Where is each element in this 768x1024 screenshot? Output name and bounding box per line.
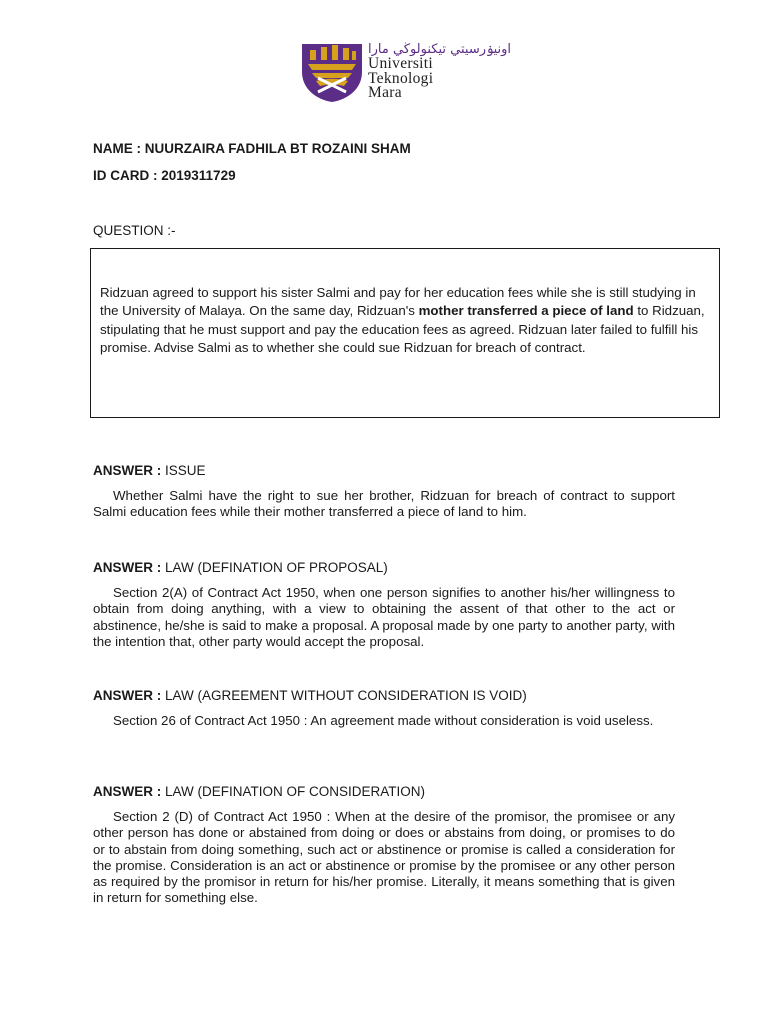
question-text-part2: to Ridzuan, stipulating that he must support and pay the education fees as agreed. Ridzuan later failed to fulfill his promise. Advise Salmi as to whether she could sue Ridzuan for breach of contract. [100, 303, 705, 355]
answer-heading [93, 688, 675, 703]
uitm-crest-icon [300, 42, 364, 104]
question-text-bold: mother transferred a piece of land [418, 303, 634, 319]
student-id: ID CARD : 2019311729 [93, 168, 236, 183]
answer-label: ANSWER : [93, 784, 162, 799]
answer-heading [93, 463, 675, 478]
answer-law-void-agreement [93, 688, 675, 729]
uitm-logo [300, 42, 512, 102]
answer-body: Section 26 of Contract Act 1950 : An agreement made without consideration is void useless. [113, 713, 654, 728]
question-box [90, 248, 720, 418]
question-text-part1: Ridzuan agreed to support his sister Salmi and pay for her education fees while she is still studying in the University of Malaya. On the same day, Ridzuan's [100, 285, 696, 319]
answer-heading [93, 560, 675, 575]
answer-label: ANSWER : [93, 560, 162, 575]
answer-label: ANSWER : [93, 463, 162, 478]
answer-title: ISSUE [161, 463, 206, 478]
answer-body: Section 2 (D) of Contract Act 1950 : When at the desire of the promisor, the promisee or any other person has done or abstained from doing or does or abstains from doing, or promises to do or to abstain from doing something, such act or abstinence or promise is called a consideration for the promise. Consideration is an act or abstinence or promise by the promisee or any other person as required by the promisor in return for his/her promise. Literally, it means something that is given in return for something else. [93, 809, 675, 906]
logo-line-2: Teknologi [368, 69, 434, 87]
logo-line-3: Mara [368, 84, 402, 101]
answer-law-proposal [93, 560, 675, 650]
answer-title: LAW (DEFINATION OF PROPOSAL) [161, 560, 388, 575]
logo-wordmark [368, 57, 433, 101]
logo-jawi-text: اونيۏرسيتي تيكنولوڬي مارا [368, 42, 512, 57]
logo-line-1: Universiti [368, 55, 433, 72]
question-text [100, 284, 712, 357]
answer-title: LAW (DEFINATION OF CONSIDERATION) [161, 784, 426, 799]
answer-title: LAW (AGREEMENT WITHOUT CONSIDERATION IS VOID) [161, 688, 527, 703]
answer-label: ANSWER : [93, 688, 162, 703]
answer-body: Whether Salmi have the right to sue her brother, Ridzuan for breach of contract to support Salmi education fees while their mother transferred a piece of land to him. [93, 488, 675, 520]
answer-law-consideration [93, 784, 675, 907]
answer-heading [93, 784, 675, 799]
answer-body: Section 2(A) of Contract Act 1950, when one person signifies to another his/her willingness to obtain from doing anything, with a view to obtaining the assent of that other to the act or abstinence, he/she is said to make a proposal. A proposal made by one party to another party, with the intention that, other party would accept the proposal. [93, 585, 675, 649]
question-label: QUESTION :- [93, 223, 176, 238]
answer-issue [93, 463, 675, 521]
student-name: NAME : NUURZAIRA FADHILA BT ROZAINI SHAM [93, 141, 411, 156]
